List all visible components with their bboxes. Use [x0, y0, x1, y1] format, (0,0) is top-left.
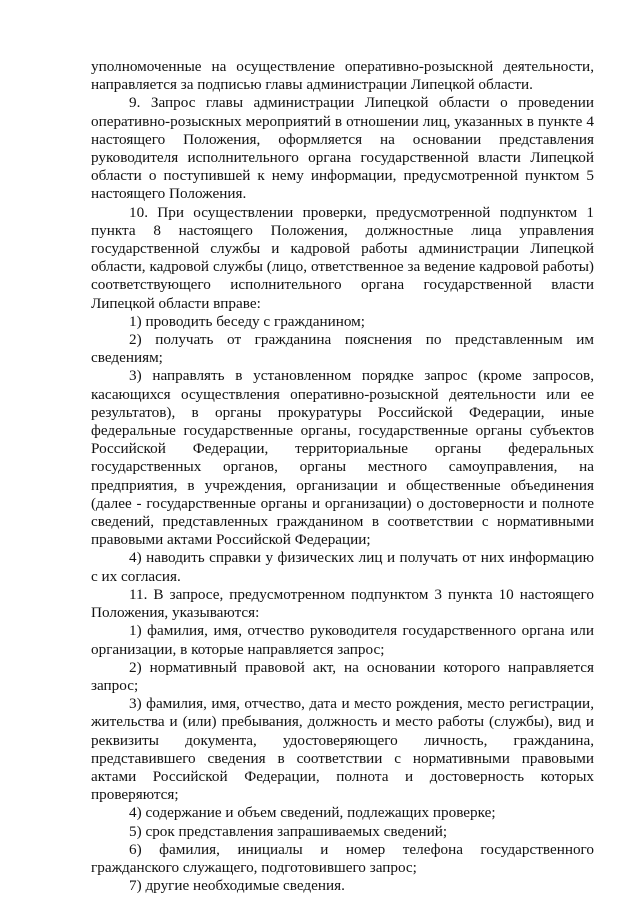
paragraph-11-item-4: 4) содержание и объем сведений, подлежащих проверке; [129, 804, 496, 822]
paragraph-11-item-5: 5) срок представления запрашиваемых сведений; [129, 822, 448, 840]
paragraph-11-item-7: 7) другие необходимые сведения. [129, 877, 345, 895]
paragraph-10: 10. При осуществлении проверки, предусмотренной подпунктом 1 пункта 8 настоящего Положения, должностные лица управления государственной службы и кадровой работы администрации Липецкой области, кадровой службы (лицо, ответственное за ведение кадровой работы) соответствующего исполнительного органа государственной власти Липецкой области вправе: [91, 203, 594, 312]
paragraph-10-item-3: 3) направлять в установленном порядке запрос (кроме запросов, касающихся осуществления оперативно-розыскной деятельности или ее результатов), в органы прокуратуры Российской Федерации, иные федеральные государственные органы, государственные органы субъектов Российской Федерации, территориальные органы федеральных государственных органов, органы местного самоуправления, на предприятия, в учреждения, организации и общественные объединения (далее - государственные органы и организации) о достоверности и полноте сведений, представленных гражданином в соответствии с нормативными правовыми актами Российской Федерации; [91, 367, 594, 549]
paragraph-11-item-6: 6) фамилия, инициалы и номер телефона государственного гражданского служащего, подготовившего запрос; [91, 840, 594, 876]
paragraph-11-item-1: 1) фамилия, имя, отчество руководителя государственного органа или организации, в которые направляется запрос; [91, 622, 594, 658]
paragraph-11-item-3: 3) фамилия, имя, отчество, дата и место рождения, место регистрации, жительства и (или) пребывания, должность и место работы (службы), вид и реквизиты документа, удостоверяющего личность, гражданина, представившего сведения в соответствии с нормативными правовыми актами Российской Федерации, полнота и достоверность которых проверяются; [91, 695, 594, 804]
paragraph-10-item-1: 1) проводить беседу с гражданином; [129, 312, 366, 330]
document-page [91, 58, 594, 895]
paragraph-10-item-4: 4) наводить справки у физических лиц и получать от них информацию с их согласия. [91, 549, 594, 585]
paragraph-continuation: уполномоченные на осуществление оперативно-розыскной деятельности, направляется за подписью главы администрации Липецкой области. [91, 58, 594, 94]
paragraph-11: 11. В запросе, предусмотренном подпунктом 3 пункта 10 настоящего Положения, указываются: [91, 585, 594, 622]
paragraph-11-item-2: 2) нормативный правовой акт, на основании которого направляется запрос; [91, 658, 594, 694]
paragraph-10-item-2: 2) получать от гражданина пояснения по представленным им сведениям; [91, 331, 594, 367]
paragraph-9: 9. Запрос главы администрации Липецкой области о проведении оперативно-розыскных мероприятий в отношении лиц, указанных в пункте 4 настоящего Положения, оформляется на основании представления руководителя исполнительного органа государственной власти Липецкой области о поступившей к нему информации, предусмотренной пунктом 5 настоящего Положения. [91, 94, 594, 203]
